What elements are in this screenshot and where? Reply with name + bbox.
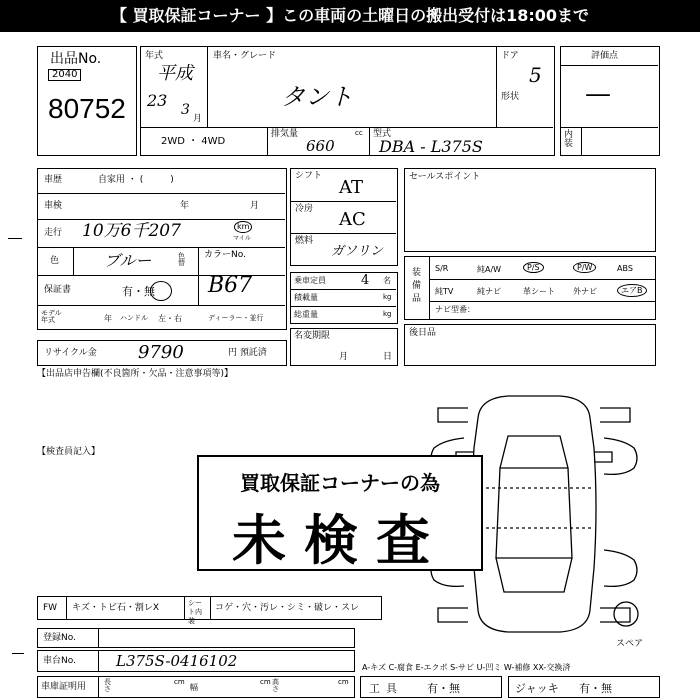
- uninspected-stamp: [197, 455, 483, 571]
- navi-label: ナビ型番：: [435, 305, 475, 314]
- model-name: タント: [281, 83, 353, 111]
- width-label: 幅: [190, 683, 198, 692]
- fw-row: [37, 596, 382, 625]
- inspection-label: 車検: [44, 201, 63, 211]
- load-unit: kg: [383, 293, 392, 301]
- chassis-value: L375S-0416102: [116, 652, 238, 670]
- capacity-box: [290, 272, 398, 324]
- car-roof-outline: [496, 468, 572, 558]
- tools-options: 有・無: [427, 682, 460, 695]
- after-label: 後日品: [409, 328, 437, 338]
- fuel-label: 燃料: [295, 236, 314, 246]
- score-label: 評価点: [591, 51, 619, 61]
- sales-point-label: セールスポイント: [409, 172, 481, 182]
- year-value: 23: [147, 91, 168, 110]
- model-year-unit: 年: [104, 314, 112, 323]
- equipment-box: [404, 256, 656, 320]
- equipment-item: 外ナビ: [573, 287, 597, 296]
- spare-label: スペア: [616, 639, 644, 649]
- tools-box: [360, 676, 502, 698]
- month-suffix: 月: [193, 114, 203, 124]
- recycle-unit: 円 預託済: [228, 348, 267, 358]
- capacity-value: 4: [361, 273, 370, 288]
- fw-label: FW: [43, 603, 58, 613]
- equipment-item: エアB: [617, 284, 647, 297]
- dealer-label: ディーラー・並行: [208, 314, 264, 322]
- cert-label: 車庫証明用: [41, 682, 87, 692]
- equipment-item: P/W: [573, 262, 596, 273]
- lot-code: 2040: [48, 69, 81, 81]
- car-top-outline: [472, 396, 596, 632]
- fuel-value: ガソリン: [331, 244, 384, 259]
- equipment-item: ABS: [617, 264, 633, 273]
- shift-value: AT: [339, 177, 364, 198]
- equipment-item: 純A/W: [477, 265, 502, 274]
- score-value: —: [585, 79, 611, 109]
- equipment-item: S/R: [435, 264, 449, 273]
- length-unit: cm: [174, 678, 185, 686]
- mileage-unit-km: km: [234, 221, 252, 233]
- score-box: [560, 46, 660, 156]
- ac-label: 冷房: [295, 204, 314, 214]
- handle-options: 左・右: [158, 314, 182, 323]
- chassis-row: [37, 650, 355, 672]
- margin-mark: [12, 653, 24, 654]
- warranty-circle: [150, 281, 172, 301]
- front-right-wheel: [604, 438, 637, 474]
- color-change-label: 色替: [178, 252, 185, 267]
- jack-options: 有・無: [579, 682, 612, 695]
- mileage-value: 10万6千207: [82, 221, 181, 241]
- registration-deadline-box: [290, 328, 398, 366]
- interior-label: 内装: [564, 130, 574, 149]
- doors-label: ドア: [501, 51, 519, 61]
- recycle-value: 9790: [138, 342, 184, 363]
- seat-label: シート内装: [188, 599, 202, 625]
- gross-unit: kg: [383, 310, 392, 318]
- type-label: 型式: [373, 129, 392, 139]
- year-label: 年式: [145, 51, 164, 61]
- displacement-unit: cc: [355, 129, 363, 137]
- displacement-label: 排気量: [271, 129, 299, 139]
- shape-label: 形状: [501, 92, 520, 102]
- warranty-options: 有・無: [122, 285, 155, 298]
- rear-right-wheel: [604, 550, 637, 586]
- month-value: 3: [181, 102, 190, 118]
- equipment-item: P/S: [523, 262, 544, 273]
- lot-number: 80752: [48, 93, 126, 124]
- reg-day: 日: [383, 352, 393, 362]
- inspection-month: 月: [250, 201, 260, 211]
- jack-label: ジャッキ: [515, 682, 559, 695]
- stamp-line-2: 未検査: [232, 508, 448, 572]
- garage-cert-row: [37, 676, 355, 698]
- history-options: 自家用 ・ ( ): [98, 175, 174, 185]
- width-unit: cm: [260, 678, 271, 686]
- ac-value: AC: [339, 209, 366, 230]
- recycle-box: [37, 340, 287, 366]
- mileage-label: 走行: [44, 228, 63, 238]
- height-label: 高さ: [272, 678, 279, 693]
- jack-box: [508, 676, 660, 698]
- type-value: DBA - L375S: [379, 137, 483, 156]
- vehicle-info-box: [140, 46, 555, 156]
- after-items-box: [404, 324, 656, 366]
- equipment-item: 革シート: [523, 287, 555, 296]
- stamp-line-1: 買取保証コーナーの為: [240, 471, 440, 495]
- length-label: 長さ: [104, 678, 111, 693]
- fw-text: キズ・トビ石・割レX: [72, 603, 159, 613]
- right-mirror: [594, 452, 612, 462]
- sales-point-box: [404, 168, 656, 252]
- drive-options: 2WD ・ 4WD: [161, 136, 226, 147]
- handle-label: ハンドル: [120, 314, 148, 322]
- capacity-label: 乗車定員: [294, 276, 326, 285]
- color-label: 色: [50, 256, 60, 266]
- mileage-unit-mile: マイル: [233, 235, 251, 242]
- chassis-label: 車台No.: [43, 656, 76, 666]
- height-unit: cm: [338, 678, 349, 686]
- model-year-label: モデル年式: [41, 309, 62, 324]
- shift-fuel-box: [290, 168, 398, 266]
- equipment-item: 純ナビ: [477, 287, 501, 296]
- capacity-unit: 名: [383, 276, 391, 285]
- model-label: 車名・グレード: [213, 51, 277, 61]
- inspection-year: 年: [180, 201, 190, 211]
- equipment-item: 純TV: [435, 287, 454, 296]
- warranty-label: 保証書: [44, 285, 72, 295]
- era-value: 平成: [157, 63, 193, 84]
- exhibitor-label: 【出品店申告欄(不良箇所・欠品・注意事項等)】: [37, 369, 234, 379]
- equipment-label: 装備品: [412, 268, 422, 304]
- tools-label: 工具: [369, 682, 403, 695]
- color-no-value: B67: [208, 273, 253, 298]
- history-label: 車歴: [44, 175, 63, 185]
- registration-label: 登録No.: [43, 633, 76, 643]
- gross-label: 総重量: [294, 310, 318, 319]
- top-banner: 【 買取保証コーナー 】この車両の土曜日の搬出受付は18:00まで: [0, 0, 700, 32]
- reg-month: 月: [339, 352, 349, 362]
- damage-legend: A-キズ C-腐食 E-エクボ S-サビ U-凹ミ W-補修 XX-交換済: [362, 663, 571, 672]
- lot-label: 出品No.: [50, 51, 102, 67]
- registration-row: [37, 628, 355, 648]
- shift-label: シフト: [295, 171, 323, 181]
- recycle-label: リサイクル金: [44, 348, 97, 358]
- displacement-value: 660: [306, 137, 335, 155]
- details-table: [37, 168, 287, 330]
- reg-label: 名変期限: [294, 331, 331, 341]
- load-label: 積載量: [294, 293, 318, 302]
- color-no-label: カラーNo.: [204, 250, 246, 260]
- color-value: ブルー: [104, 251, 152, 270]
- seat-text: コゲ・穴・汚レ・シミ・破レ・スレ: [215, 603, 360, 613]
- lot-number-box: [37, 46, 137, 156]
- inspector-label: 【検査員記入】: [37, 447, 101, 457]
- doors-value: 5: [529, 63, 542, 87]
- margin-mark: [8, 238, 22, 239]
